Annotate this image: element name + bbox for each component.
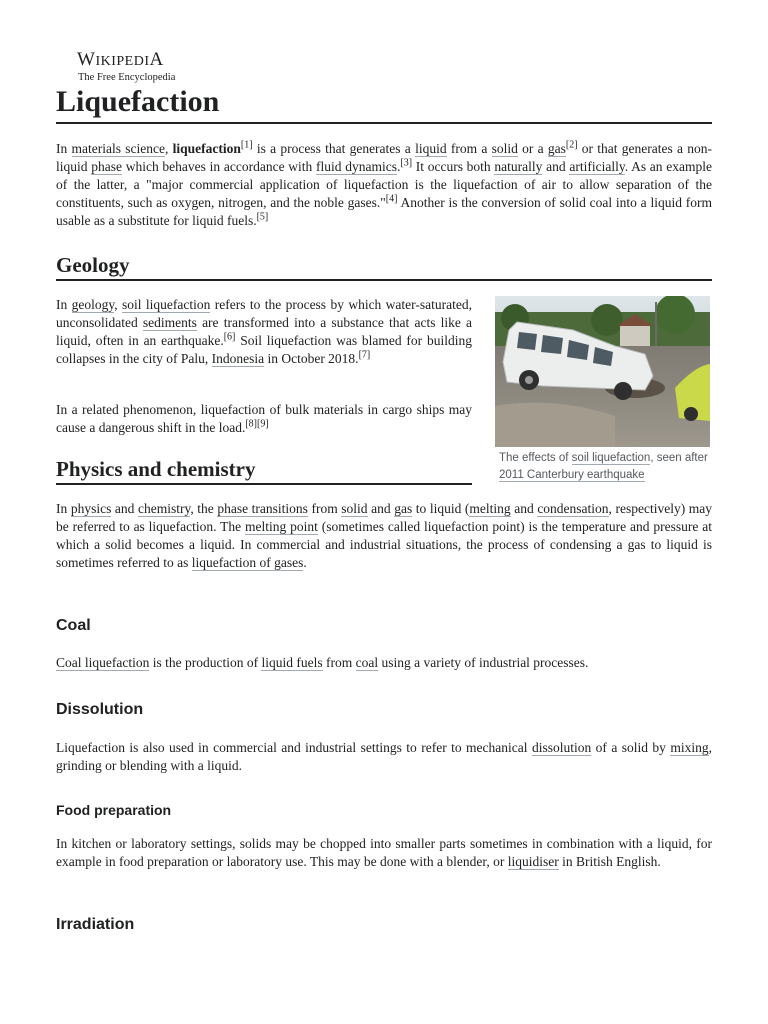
- coal-paragraph: Coal liquefaction is the production of liquid fuels from coal using a variety of industrial processes.: [56, 655, 589, 670]
- link-coal-liquefaction[interactable]: Coal liquefaction: [56, 655, 150, 670]
- wikipedia-logo[interactable]: [77, 50, 197, 84]
- section-heading-irradiation: Irradiation: [56, 916, 135, 933]
- link-gas[interactable]: gas: [547, 141, 566, 156]
- figure-caption: The effects of soil liquefaction, seen after 2011 Canterbury earthquake: [499, 452, 708, 481]
- link-chemistry[interactable]: chemistry: [137, 501, 191, 516]
- section-heading-food-preparation: Food preparation: [56, 802, 172, 818]
- link-condensation[interactable]: condensation: [537, 501, 609, 516]
- citation-9[interactable]: [9]: [257, 418, 269, 430]
- link-solid[interactable]: solid: [491, 141, 518, 156]
- liquefaction-photo[interactable]: [495, 296, 710, 447]
- link-soil-liquefaction[interactable]: soil liquefaction: [122, 297, 211, 312]
- food-paragraph: In kitchen or laboratory settings, solids may be chopped into smaller parts sometimes in combination with a liquid, for example in food preparation or laboratory use. This may be done with a blender, or liquidiser in British English.: [56, 836, 712, 869]
- link-physics[interactable]: physics: [70, 501, 112, 516]
- citation-4[interactable]: [4]: [385, 193, 398, 205]
- citation-8[interactable]: [8]: [245, 418, 257, 430]
- citation-6[interactable]: [6]: [223, 331, 236, 343]
- link-phase[interactable]: phase: [91, 159, 122, 174]
- section-heading-dissolution: Dissolution: [56, 701, 144, 718]
- section-heading-coal: Coal: [56, 617, 91, 634]
- link-naturally[interactable]: naturally: [494, 159, 543, 174]
- link-sediments[interactable]: sediments: [142, 315, 197, 330]
- link-geology[interactable]: geology: [71, 297, 115, 312]
- link-melting[interactable]: melting: [469, 501, 511, 516]
- citation-1[interactable]: [1]: [240, 139, 253, 151]
- page-title: Liquefaction: [56, 84, 712, 124]
- liquefaction-figure: [495, 296, 710, 484]
- caption-link-soil-liquefaction[interactable]: soil liquefaction: [571, 452, 651, 464]
- geology-paragraph-2: In a related phenomenon, liquefaction of bulk materials in cargo ships may cause a dangerous shift in the load.[8][9]: [56, 402, 472, 435]
- logo-wordmark: WIKIPEDIA: [77, 49, 164, 70]
- link-liquidiser[interactable]: liquidiser: [507, 854, 559, 869]
- link-solid-2[interactable]: solid: [341, 501, 368, 516]
- citation-3[interactable]: [3]: [400, 157, 413, 169]
- caption-link-canterbury-earthquake[interactable]: 2011 Canterbury earthquake: [499, 469, 645, 481]
- intro-paragraph: In materials science, liquefaction[1] is a process that generates a liquid from a solid or a gas[2] or that generates a non-liquid phase which behaves in accordance with fluid dynamics.[3] It occurs both naturally and artificially. As an example of the latter, a "major commercial application of liquefaction is the liquefaction of air to allow separation of the constituents, such as oxygen, nitrogen, and the noble gases."[4] Another is the conversion of solid coal into a liquid form usable as a substitute for liquid fuels.[5]: [56, 139, 713, 228]
- link-liquefaction-of-gases[interactable]: liquefaction of gases: [191, 555, 304, 570]
- link-materials-science[interactable]: materials science: [71, 141, 165, 156]
- link-coal[interactable]: coal: [355, 655, 379, 670]
- link-liquid[interactable]: liquid: [415, 141, 447, 156]
- citation-2[interactable]: [2]: [565, 139, 578, 151]
- link-fluid-dynamics[interactable]: fluid dynamics: [316, 159, 397, 174]
- link-dissolution[interactable]: dissolution: [531, 740, 592, 755]
- geology-paragraph-1: In geology, soil liquefaction refers to the process by which water-saturated, unconsolidated sediments are transformed into a substance that acts like a liquid, often in an earthquake.[6] Soil liquefaction was blamed for building collapses in the city of Palu, Indonesia in October 2018.[7]: [56, 297, 473, 366]
- dissolution-paragraph: Liquefaction is also used in commercial and industrial settings to refer to mechanical dissolution of a solid by mixing, grinding or blending with a liquid.: [56, 740, 713, 773]
- link-gas-2[interactable]: gas: [394, 501, 413, 516]
- logo-tagline: The Free Encyclopedia: [78, 72, 176, 83]
- link-artificially[interactable]: artificially: [569, 159, 625, 174]
- citation-5[interactable]: [5]: [256, 211, 269, 223]
- link-melting-point[interactable]: melting point: [245, 519, 318, 534]
- link-mixing[interactable]: mixing: [670, 740, 709, 755]
- section-heading-physics-chemistry: Physics and chemistry: [56, 455, 472, 485]
- link-liquid-fuels[interactable]: liquid fuels: [261, 655, 323, 670]
- link-indonesia[interactable]: Indonesia: [211, 351, 265, 366]
- citation-7[interactable]: [7]: [358, 349, 371, 361]
- section-heading-geology: Geology: [56, 251, 712, 281]
- physics-paragraph: In physics and chemistry, the phase transitions from solid and gas to liquid (melting and condensation, respectively) may be referred to as liquefaction. The melting point (sometimes called liquefaction point) is the temperature and pressure at which a solid becomes a liquid. In commercial and industrial situations, the process of condensing a gas to liquid is sometimes referred to as liquefaction of gases.: [56, 501, 713, 570]
- link-phase-transitions[interactable]: phase transitions: [217, 501, 308, 516]
- term-liquefaction: liquefaction: [172, 141, 241, 156]
